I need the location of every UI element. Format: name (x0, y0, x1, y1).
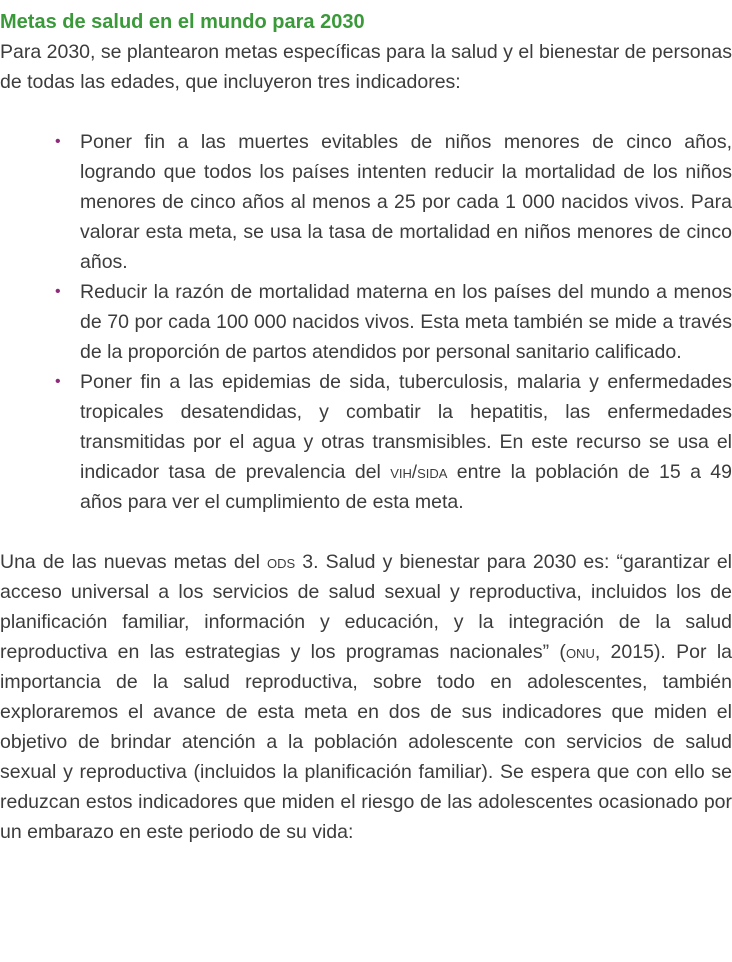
list-item-text: entre la población de 15 a 49 años para ver el cumplimiento de esta meta. (80, 461, 732, 513)
closing-text: 3. Salud y bienestar para 2030 es: “garantizar el acceso universal a los servicios de salud sexual y reproductiva, incluidos los de planificación familiar, información y educación, y la integración de la salud reproductiva en las estrategias y los programas nacionales” ( (0, 551, 732, 663)
list-item (55, 277, 732, 367)
section-title: Metas de salud en el mundo para 2030 (0, 11, 365, 33)
bullet-icon: • (55, 373, 61, 390)
abbreviation-ods: ods (267, 551, 296, 572)
intro-paragraph: Para 2030, se plantearon metas específicas para la salud y el bienestar de personas de todas las edades, que incluyeron tres indicadores: (0, 41, 732, 93)
list-item-text: Poner fin a las muertes evitables de niños menores de cinco años, logrando que todos los países intenten reducir la mortalidad de los niños menores de cinco años al menos a 25 por cada 1 000 nacidos vivos. Para valorar esta meta, se usa la tasa de mortalidad en niños menores de cinco años. (80, 131, 732, 273)
abbreviation-onu: onu (565, 641, 595, 662)
list-item (55, 127, 732, 277)
closing-paragraph (0, 547, 732, 847)
closing-text: , 2015). Por la importancia de la salud reproductiva, sobre todo en adolescentes, también exploraremos el avance de esta meta en dos de sus indicadores que miden el objetivo de brindar atención a la población adolescente con servicios de salud sexual y reproductiva (incluidos la planificación familiar). Se espera que con ello se reduzcan estos indicadores que miden el riesgo de las adolescentes ocasionado por un embarazo en este periodo de su vida: (0, 641, 732, 843)
document-page (0, 7, 732, 847)
list-item-text: Reducir la razón de mortalidad materna en los países del mundo a menos de 70 por cada 100 000 nacidos vivos. Esta meta también se mide a través de la proporción de partos atendidos por personal sanitario calificado. (80, 281, 732, 363)
indicator-list (0, 127, 732, 517)
closing-text: Una de las nuevas metas del (0, 551, 267, 573)
bullet-icon: • (55, 133, 61, 150)
abbreviation-vih-sida: vih/sida (390, 461, 448, 482)
list-item (55, 367, 732, 517)
list-item-text: Poner fin a las epidemias de sida, tuberculosis, malaria y enfermedades tropicales desatendidas, y combatir la hepatitis, las enfermedades transmitidas por el agua y otras transmisibles. En este recurso se usa el indicador tasa de prevalencia del (80, 371, 732, 483)
bullet-icon: • (55, 283, 61, 300)
